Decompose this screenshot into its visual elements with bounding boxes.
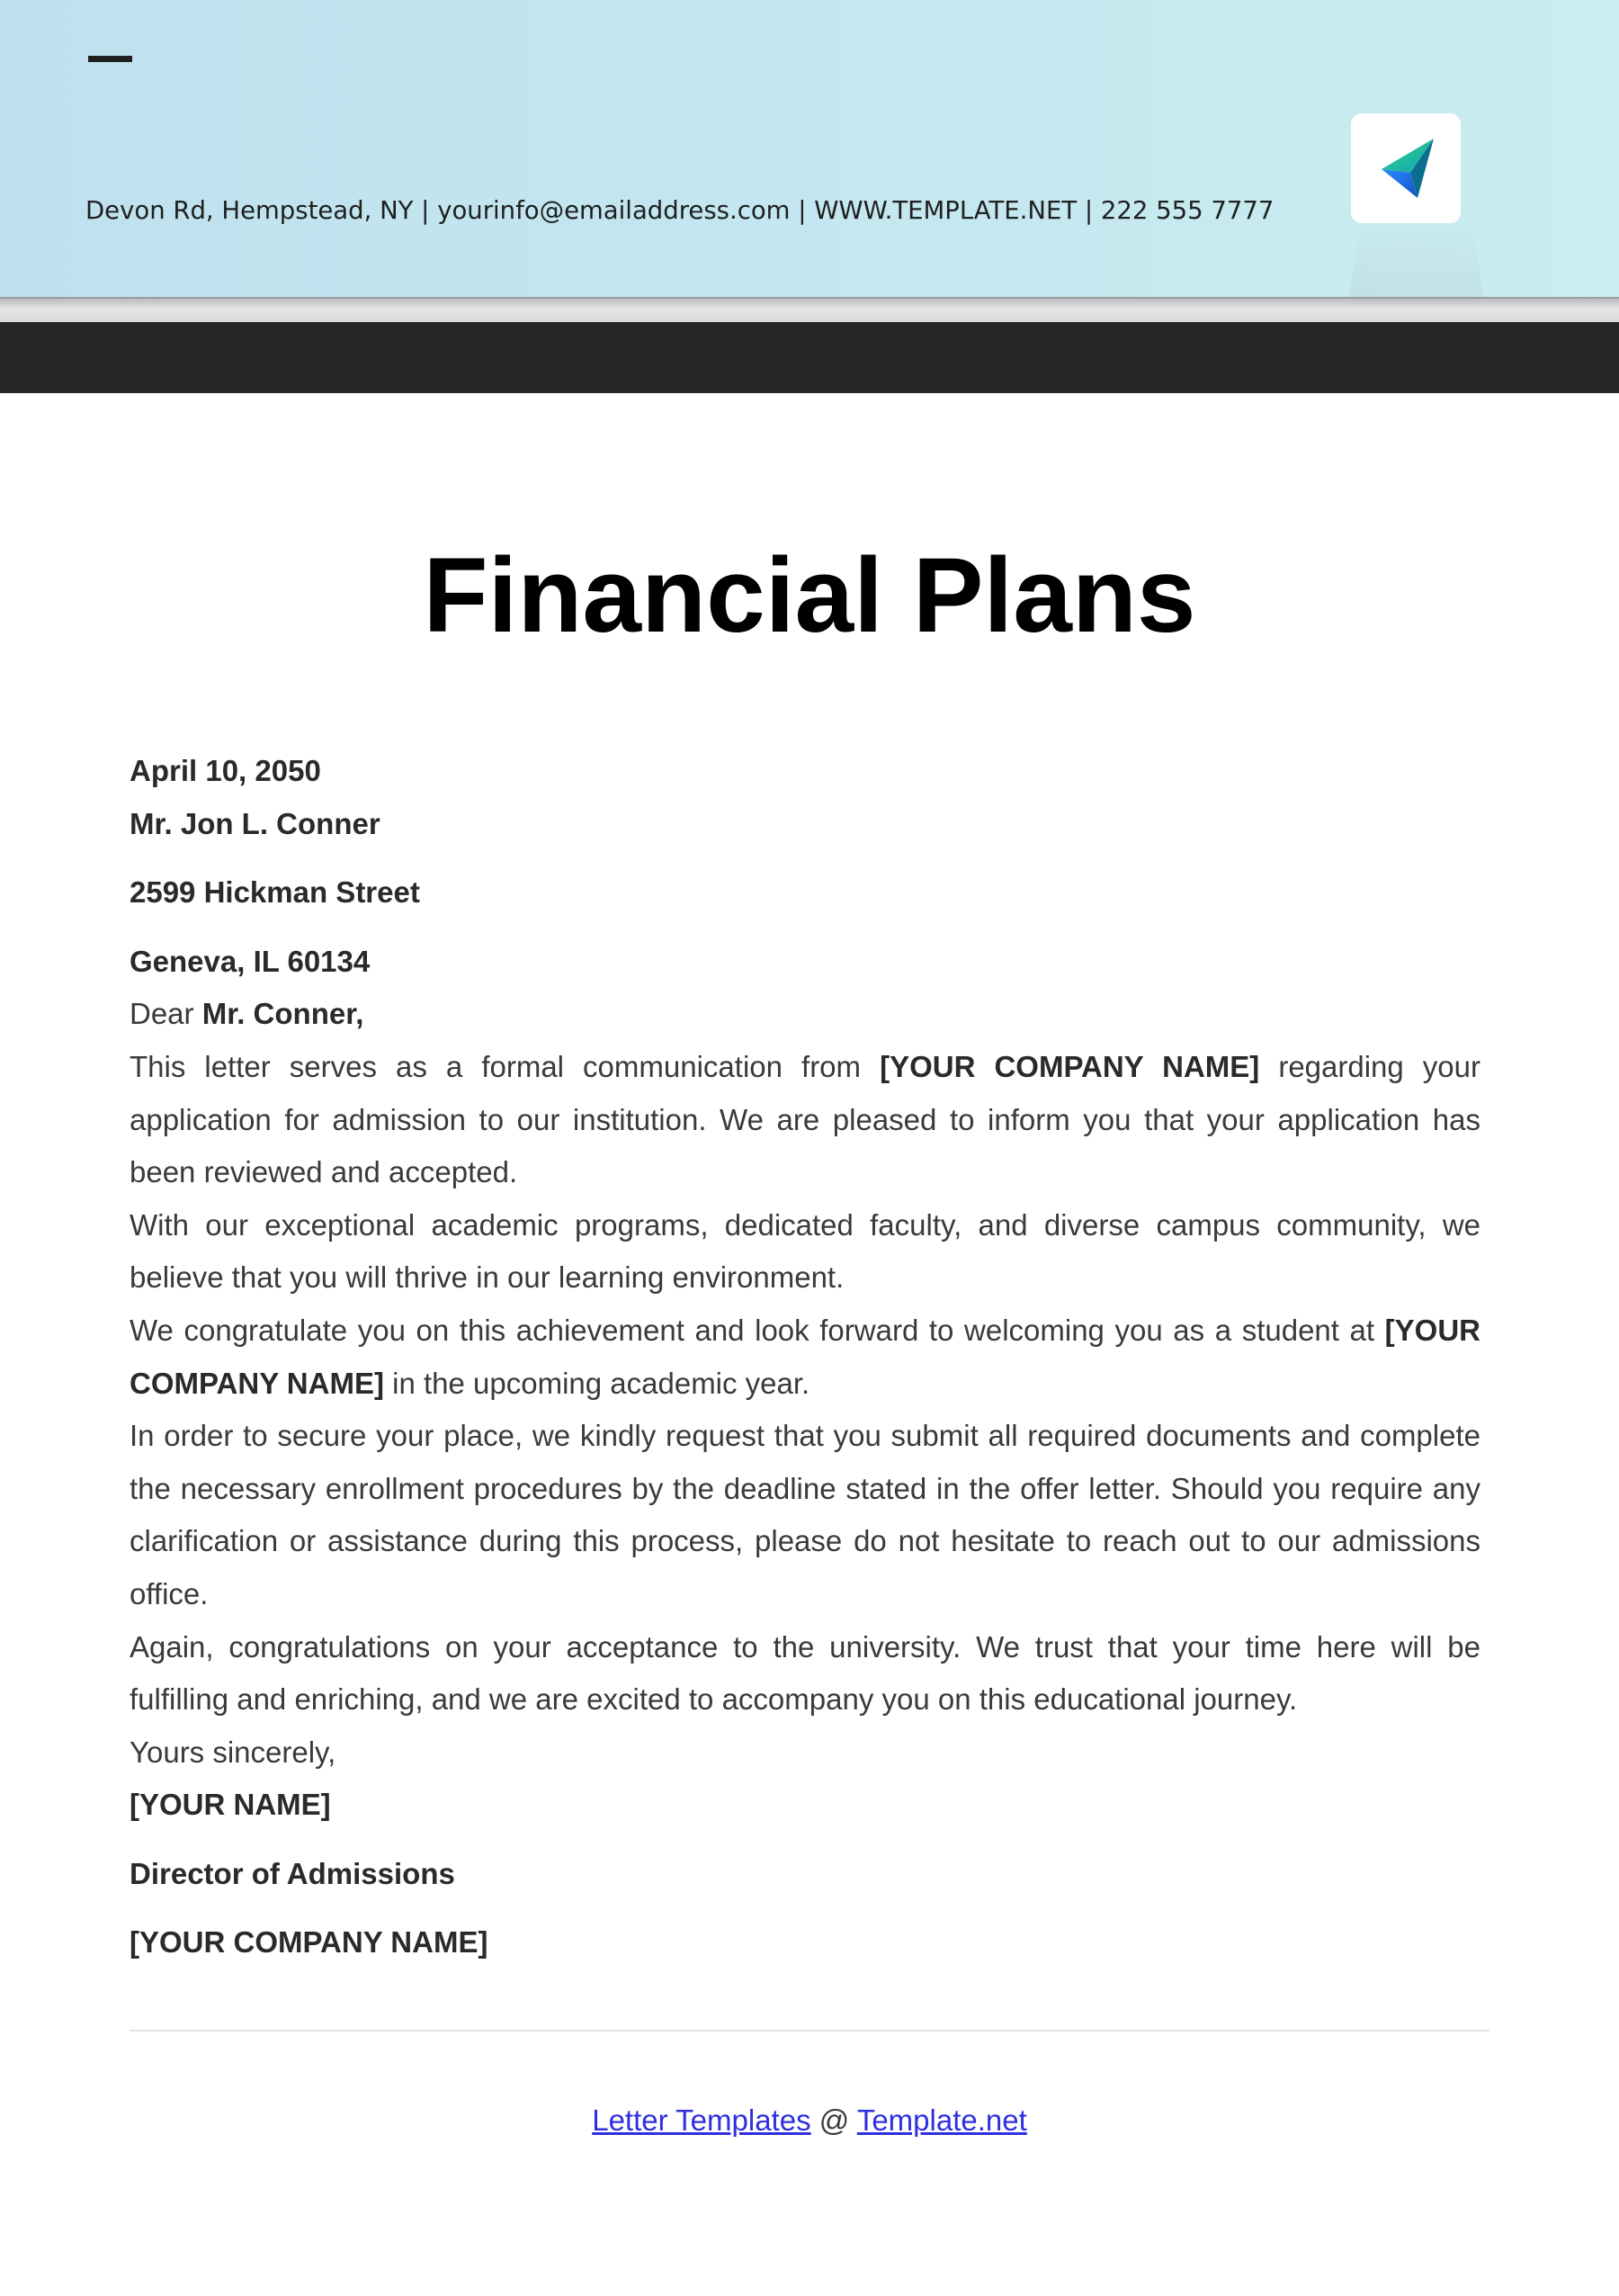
recipient-name: Mr. Jon L. Conner [130, 806, 380, 840]
signer-name: [YOUR NAME] [130, 1788, 331, 1822]
footer [0, 2103, 1619, 2138]
paragraph-4: In order to secure your place, we kindly request that you submit all required documents and complete the necessary enrollment procedures by the deadline stated in the offer letter. Should you require any clarification or assistance during this process, please do not hesitate to reach out to our admissions office. [130, 1419, 1480, 1610]
letter-templates-link[interactable]: Letter Templates [592, 2103, 811, 2137]
recipient-city: Geneva, IL 60134 [130, 944, 371, 978]
signer-company: [YOUR COMPANY NAME] [130, 1925, 488, 1960]
contact-line: Devon Rd, Hempstead, NY | yourinfo@emailaddress.com | WWW.TEMPLATE.NET | 222 555 7777 [85, 196, 1275, 225]
header-grey-band [0, 297, 1619, 324]
letter-date: April 10, 2050 [130, 754, 321, 787]
header-dash-mark [88, 56, 132, 62]
paper-plane-icon [1376, 137, 1436, 200]
recipient-street: 2599 Hickman Street [130, 875, 420, 910]
letter-body [130, 745, 1480, 1969]
paragraph-2: With our exceptional academic programs, dedicated faculty, and diverse campus community, we believe that you will thrive in our learning environment. [130, 1207, 1480, 1295]
paragraph-1: This letter serves as a formal communication from [YOUR COMPANY NAME] regarding your application for admission to our institution. We are pleased to inform you that your application has been reviewed and accepted. [130, 1049, 1480, 1189]
logo-shadow [1349, 216, 1484, 297]
template-net-link[interactable]: Template.net [856, 2103, 1027, 2137]
paragraph-3: We congratulate you on this achievement and look forward to welcoming you as a student at [YOUR COMPANY NAME] in the upcoming academic year. [130, 1313, 1481, 1400]
footer-separator: @ [818, 2103, 850, 2137]
salutation: Dear Mr. Conner, [130, 997, 364, 1031]
paragraph-5: Again, congratulations on your acceptance to the university. We trust that your time here will be fulfilling and enriching, and we are excited to accompany you on this educational journey. [130, 1629, 1480, 1717]
closing: Yours sincerely, [130, 1735, 336, 1769]
footer-divider [130, 2030, 1489, 2031]
logo [1351, 113, 1461, 223]
document-title: Financial Plans [423, 536, 1196, 655]
signer-title: Director of Admissions [130, 1856, 455, 1890]
letterhead-header [0, 0, 1619, 297]
header-dark-band [0, 322, 1619, 393]
